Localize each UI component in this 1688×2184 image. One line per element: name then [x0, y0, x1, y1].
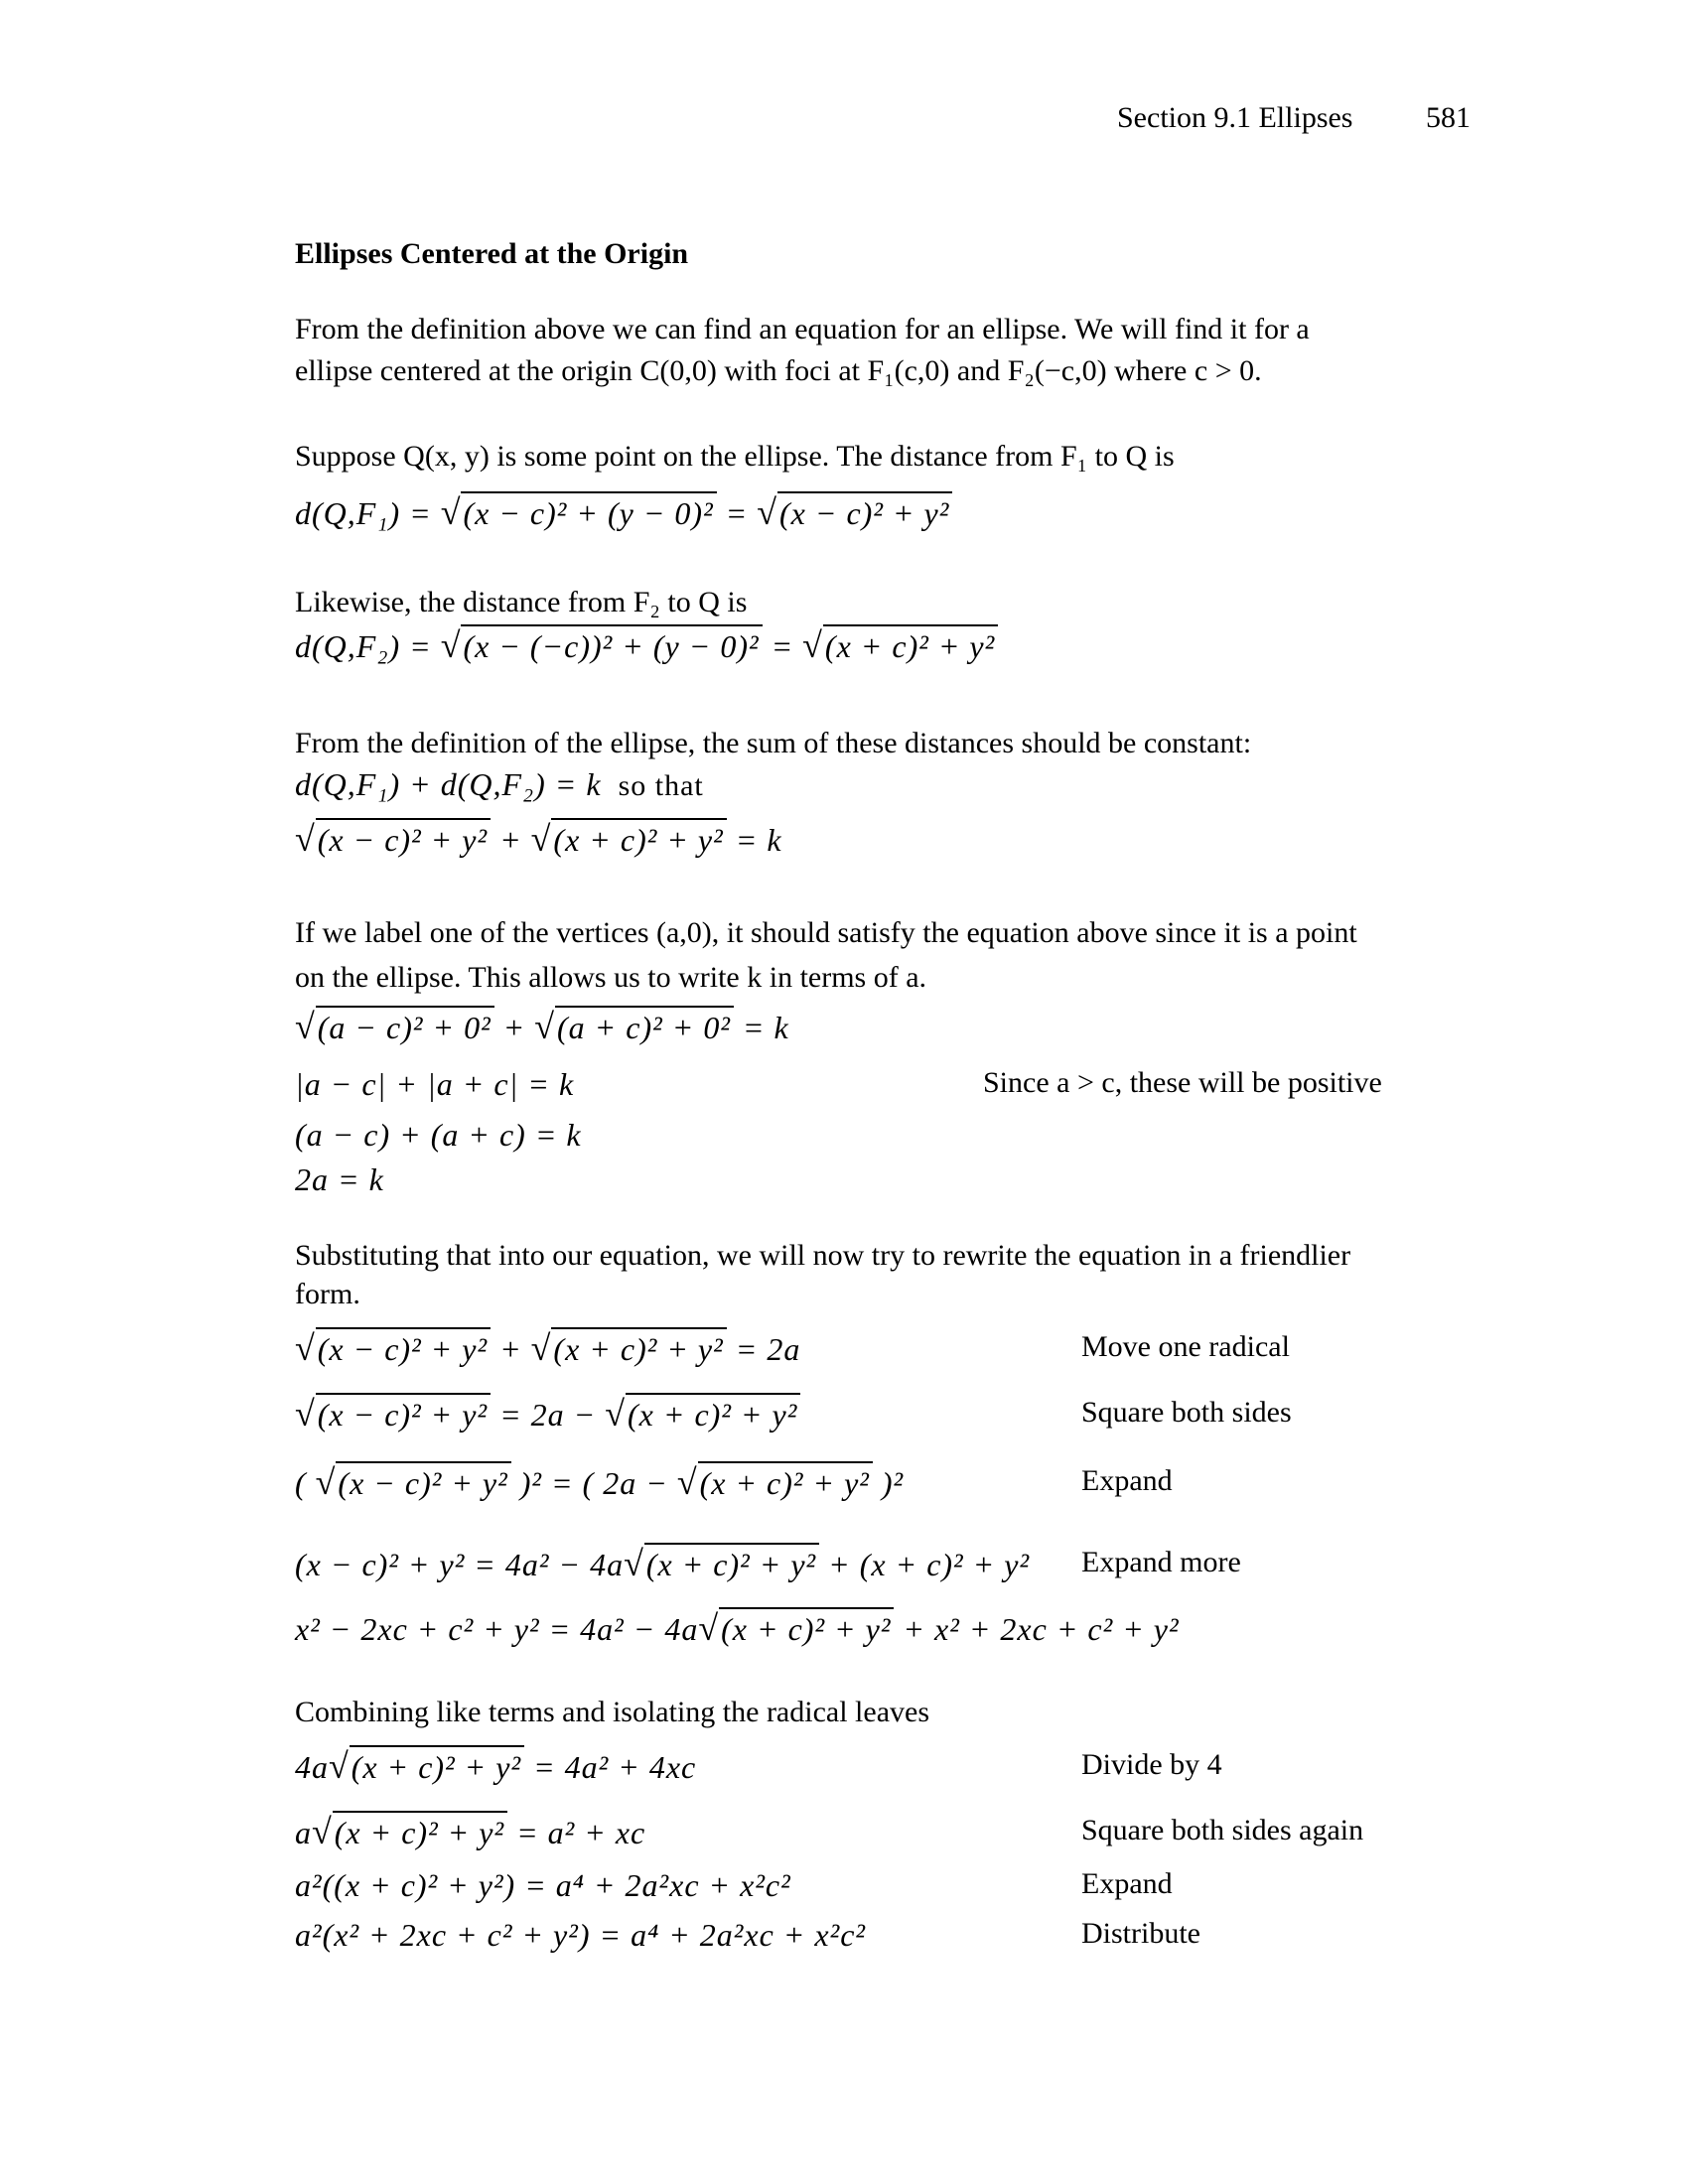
- radical-sign-icon: √: [315, 1462, 337, 1502]
- equation: [295, 1917, 866, 1953]
- radicand: (a − c)² + 0²: [316, 1006, 494, 1045]
- square-root: [316, 1464, 511, 1501]
- square-root: [757, 494, 952, 531]
- radicand: (x + c)² + y²: [719, 1607, 894, 1647]
- radicand: (x + c)² + y²: [333, 1811, 507, 1850]
- equation-term: a²(x² + 2xc + c² + y²) = a⁴ + 2a²xc + x²c²: [295, 1917, 866, 1953]
- equation-term: = k: [726, 822, 782, 858]
- side-note: Since a > c, these will be positive: [983, 1066, 1382, 1099]
- page-number: 581: [1426, 101, 1471, 134]
- radical-sign-icon: √: [440, 625, 462, 665]
- square-root: [441, 627, 763, 664]
- square-root: [312, 1814, 507, 1850]
- equation-term: a²((x + c)² + y²) = a⁴ + 2a²xc + x²c²: [295, 1867, 791, 1903]
- radical-sign-icon: √: [295, 1394, 316, 1433]
- equation-term: |a − c| + |a + c| = k: [295, 1066, 575, 1102]
- radicand: (x + c)² + y²: [551, 1327, 726, 1367]
- radical-sign-icon: √: [530, 1328, 552, 1368]
- square-root: [534, 1009, 734, 1045]
- side-note: Expand more: [1081, 1546, 1241, 1578]
- radicand: (a + c)² + 0²: [555, 1006, 734, 1045]
- paragraph-line: on the ellipse. This allows us to write k in terms of a.: [295, 961, 927, 994]
- radicand: (x − c)² + y²: [316, 1327, 491, 1367]
- radical-sign-icon: √: [802, 625, 823, 665]
- equation-term: = a² + xc: [507, 1815, 646, 1850]
- equation-term: + (x + c)² + y²: [819, 1547, 1031, 1582]
- radical-sign-icon: √: [676, 1462, 698, 1502]
- equation-term: )² = ( 2a −: [510, 1465, 677, 1501]
- radicand: (x + c)² + y²: [698, 1461, 873, 1501]
- radicand: (x − (−c))² + (y − 0)²: [461, 624, 762, 664]
- equation: [295, 1330, 800, 1367]
- radical-sign-icon: √: [312, 1812, 333, 1851]
- square-root: [295, 1330, 491, 1367]
- equation: [295, 1066, 574, 1102]
- radicand: (x − c)² + y²: [777, 491, 952, 531]
- radicand: (x − c)² + y²: [316, 818, 491, 858]
- equation-term: =: [716, 495, 758, 531]
- equation: [295, 627, 998, 664]
- side-note: Move one radical: [1081, 1330, 1290, 1363]
- equation: [295, 1396, 800, 1433]
- equation: [295, 1161, 384, 1197]
- radical-sign-icon: √: [530, 819, 552, 859]
- square-root: [295, 821, 491, 858]
- equation: [295, 1867, 791, 1903]
- radical-sign-icon: √: [605, 1394, 627, 1433]
- radicand: (x + c)² + y²: [551, 818, 726, 858]
- paragraph-line: form.: [295, 1278, 360, 1310]
- equation-term: =: [762, 628, 803, 664]
- equation: [295, 1748, 696, 1785]
- square-root: [624, 1546, 819, 1582]
- equation: [295, 494, 952, 531]
- radical-sign-icon: √: [329, 1746, 350, 1786]
- radical-sign-icon: √: [295, 1328, 316, 1368]
- equation: [295, 1117, 582, 1153]
- radical-sign-icon: √: [295, 819, 316, 859]
- paragraph-line: Suppose Q(x, y) is some point on the ellipse. The distance from F₁ to Q is: [295, 440, 1175, 473]
- radicand: (x − c)² + y²: [316, 1393, 491, 1433]
- paragraph-line: Likewise, the distance from F₂ to Q is: [295, 586, 748, 618]
- equation-term: )²: [872, 1465, 905, 1501]
- square-root: [677, 1464, 873, 1501]
- equation-term: a: [295, 1815, 312, 1850]
- equation-term: d(Q,F₁) + d(Q,F₂) = k: [295, 766, 602, 802]
- equation: [295, 766, 704, 804]
- radical-sign-icon: √: [534, 1007, 556, 1046]
- equation-term: (a − c) + (a + c) = k: [295, 1117, 582, 1153]
- radicand: (x − c)² + (y − 0)²: [461, 491, 716, 531]
- side-note: Divide by 4: [1081, 1748, 1222, 1781]
- square-root: [295, 1396, 491, 1433]
- side-note: Square both sides again: [1081, 1814, 1364, 1846]
- equation-term: 2a = k: [295, 1161, 384, 1197]
- paragraph-line: Substituting that into our equation, we will now try to rewrite the equation in a friendlier: [295, 1239, 1351, 1272]
- equation: [295, 1464, 904, 1501]
- square-root: [295, 1009, 494, 1045]
- equation-term: (x − c)² + y² = 4a² − 4a: [295, 1547, 625, 1582]
- paragraph-line: ellipse centered at the origin C(0,0) with foci at F₁(c,0) and F₂(−c,0) where c > 0.: [295, 354, 1262, 387]
- equation: [295, 1814, 645, 1850]
- square-root: [698, 1610, 894, 1647]
- paragraph-line: Combining like terms and isolating the radical leaves: [295, 1696, 930, 1728]
- radical-sign-icon: √: [757, 492, 778, 532]
- side-note: Expand: [1081, 1464, 1173, 1497]
- side-note: Distribute: [1081, 1917, 1200, 1950]
- square-root: [329, 1748, 524, 1785]
- equation-term: = k: [733, 1010, 789, 1045]
- equation-term: + x² + 2xc + c² + y²: [894, 1611, 1180, 1647]
- side-note: Expand: [1081, 1867, 1173, 1900]
- paragraph-line: From the definition of the ellipse, the sum of these distances should be constant:: [295, 727, 1252, 759]
- radicand: (x − c)² + y²: [336, 1461, 510, 1501]
- square-root: [605, 1396, 800, 1433]
- equation-term: +: [491, 822, 531, 858]
- running-header-section: Section 9.1 Ellipses: [1117, 101, 1353, 134]
- section-heading: Ellipses Centered at the Origin: [295, 237, 689, 270]
- paragraph-line: From the definition above we can find an equation for an ellipse. We will find it for a: [295, 313, 1310, 345]
- equation-term: +: [491, 1331, 531, 1367]
- equation-text: so that: [601, 769, 704, 802]
- equation: [295, 1546, 1030, 1582]
- square-root: [531, 821, 727, 858]
- equation: [295, 1610, 1180, 1647]
- equation-term: +: [493, 1010, 535, 1045]
- equation: [295, 1009, 789, 1045]
- equation-term: = 2a: [726, 1331, 801, 1367]
- radicand: (x + c)² + y²: [350, 1745, 524, 1785]
- side-note: Square both sides: [1081, 1396, 1292, 1429]
- equation: [295, 821, 782, 858]
- radical-sign-icon: √: [440, 492, 462, 532]
- radical-sign-icon: √: [295, 1007, 316, 1046]
- radicand: (x + c)² + y²: [823, 624, 998, 664]
- square-root: [441, 494, 717, 531]
- equation-term: = 2a −: [491, 1397, 606, 1433]
- radical-sign-icon: √: [698, 1608, 720, 1648]
- paragraph-line: If we label one of the vertices (a,0), it should satisfy the equation above since it is a point: [295, 916, 1357, 949]
- equation-term: x² − 2xc + c² + y² = 4a² − 4a: [295, 1611, 699, 1647]
- radicand: (x + c)² + y²: [644, 1543, 819, 1582]
- equation-term: d(Q,F₂) =: [295, 628, 441, 664]
- square-root: [802, 627, 998, 664]
- equation-term: (: [295, 1465, 316, 1501]
- square-root: [531, 1330, 727, 1367]
- radical-sign-icon: √: [624, 1544, 644, 1583]
- equation-term: 4a: [295, 1749, 329, 1785]
- radicand: (x + c)² + y²: [626, 1393, 800, 1433]
- equation-term: = 4a² + 4xc: [524, 1749, 697, 1785]
- equation-term: d(Q,F₁) =: [295, 495, 441, 531]
